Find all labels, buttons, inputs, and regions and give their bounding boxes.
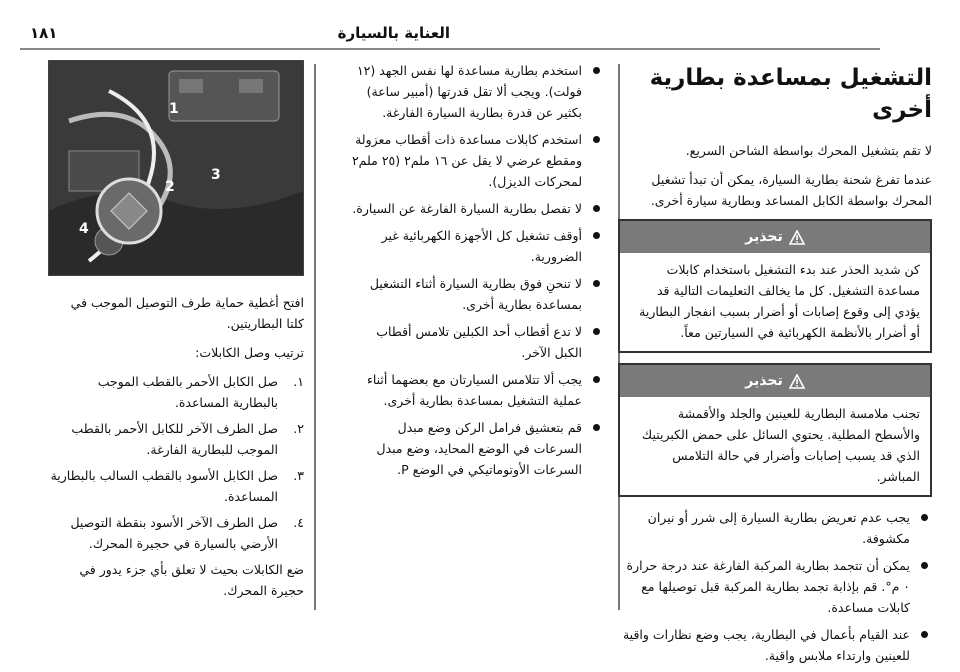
engine-bay-illustration: [48, 60, 304, 276]
paragraph: ضع الكابلات بحيث لا تعلق بأي جزء يدور في حجيرة المحرك.: [79, 562, 304, 598]
step-number: ٢.: [293, 421, 304, 436]
steps-list: [50, 371, 304, 554]
warning-text: تجنب ملامسة البطارية للعينين والجلد والأقمشة والأسطح المطلية. يحتوي السائل على حمض الكبريتيك الذي قد يسبب إصابات وأضرار في حالة التلامس المباشر.: [641, 406, 920, 484]
step-text: صل الطرف الآخر للكابل الأحمر بالقطب الموجب للبطارية الفارغة.: [71, 421, 278, 457]
column-divider-left: [314, 64, 316, 610]
subheading: ترتيب وصل الكابلات:: [195, 345, 304, 360]
warning-box: [618, 363, 932, 497]
warning-title: تحذير: [745, 373, 783, 389]
warning-text: كن شديد الحذر عند بدء التشغيل باستخدام كابلات مساعدة التشغيل. كل ما يخالف التعليمات التالية قد يؤدي إلى وقوع إصابات أو أضرار بسبب انفجار البطارية أو أضرار بالأنظمة الكهربائية في السيارتين معاً.: [639, 262, 920, 340]
paragraph: افتح أغطية حماية طرف التوصيل الموجب في كلتا البطاريتين.: [70, 295, 304, 331]
left-column: [50, 60, 304, 609]
section-heading: التشغيل بمساعدة بطارية أخرى: [649, 65, 932, 123]
callout-2: 2: [165, 179, 175, 195]
warning-header: [620, 365, 930, 397]
warning-header: [620, 221, 930, 253]
warning-triangle-icon: [789, 230, 805, 245]
callout-1: 1: [169, 101, 179, 117]
step-number: ٣.: [293, 468, 304, 483]
step-text: صل الكابل الأسود بالقطب السالب بالبطارية المساعدة.: [50, 468, 278, 504]
list-item: لا تنحنِ فوق بطارية السيارة أثناء التشغيل بمساعدة بطارية أخرى.: [349, 273, 604, 315]
step-number: ٤.: [293, 515, 304, 530]
step-number: ١.: [293, 374, 304, 389]
callout-3: 3: [211, 167, 221, 183]
list-item: [50, 418, 304, 460]
engine-bay-drawing: [49, 61, 303, 275]
list-item: قم بتعشيق فرامل الركن وضع مبدل السرعات في الوضع المحايد، وضع مبدل السرعات الأوتوماتيكي في الوضع P.: [349, 417, 604, 480]
list-item: أوقف تشغيل كل الأجهزة الكهربائية غير الضرورية.: [349, 225, 604, 267]
callout-4: 4: [79, 221, 89, 237]
list-item: [50, 465, 304, 507]
warning-title: تحذير: [745, 229, 783, 245]
middle-column: [349, 60, 604, 486]
bullet-list: [349, 60, 604, 480]
step-text: صل الكابل الأحمر بالقطب الموجب بالبطارية المساعدة.: [97, 374, 278, 410]
page-number: ١٨١: [30, 24, 58, 42]
step-text: صل الطرف الآخر الأسود بنقطة التوصيل الأرضي بالسيارة في حجيرة المحرك.: [70, 515, 278, 551]
list-item: [50, 371, 304, 413]
list-item: استخدم بطارية مساعدة لها نفس الجهد (١٢ فولت). ويجب ألا تقل قدرتها (أمبير ساعة) بكثير عن قدرة بطارية السيارة الفارغة.: [349, 60, 604, 123]
list-item: لا تفصل بطارية السيارة الفارغة عن السيارة.: [349, 198, 604, 219]
list-item: عند القيام بأعمال في البطارية، يجب وضع نظارات واقية للعينين وارتداء ملابس واقية.: [618, 624, 932, 666]
paragraph: عندما تفرغ شحنة بطارية السيارة، يمكن أن تبدأ تشغيل المحرك بواسطة الكابل المساعد وبطارية سيارة أخرى.: [650, 172, 932, 208]
bullet-list: [618, 507, 932, 666]
paragraph: لا تقم بتشغيل المحرك بواسطة الشاحن السريع.: [685, 143, 932, 158]
list-item: لا تدع أقطاب أحد الكبلين تلامس أقطاب الكبل الآخر.: [349, 321, 604, 363]
page-title: العناية بالسيارة: [337, 24, 450, 42]
list-item: استخدم كابلات مساعدة ذات أقطاب معزولة ومقطع عرضي لا يقل عن ١٦ ملم٢ (٢٥ ملم٢ لمحركات الديزل).: [349, 129, 604, 192]
warning-box: [618, 219, 932, 353]
list-item: يجب عدم تعريض بطارية السيارة إلى شرر أو نيران مكشوفة.: [618, 507, 932, 549]
warning-triangle-icon: [789, 374, 805, 389]
list-item: [50, 512, 304, 554]
list-item: يجب ألا تتلامس السيارتان مع بعضهما أثناء عملية التشغيل بمساعدة بطارية أخرى.: [349, 369, 604, 411]
header-divider: [20, 48, 880, 50]
right-column: [618, 60, 932, 672]
list-item: يمكن أن تتجمد بطارية المركبة الفارغة عند درجة حرارة ٠ م°. قم بإذابة تجمد بطارية المركبة قبل توصيلها مع كابلات مساعدة.: [618, 555, 932, 618]
